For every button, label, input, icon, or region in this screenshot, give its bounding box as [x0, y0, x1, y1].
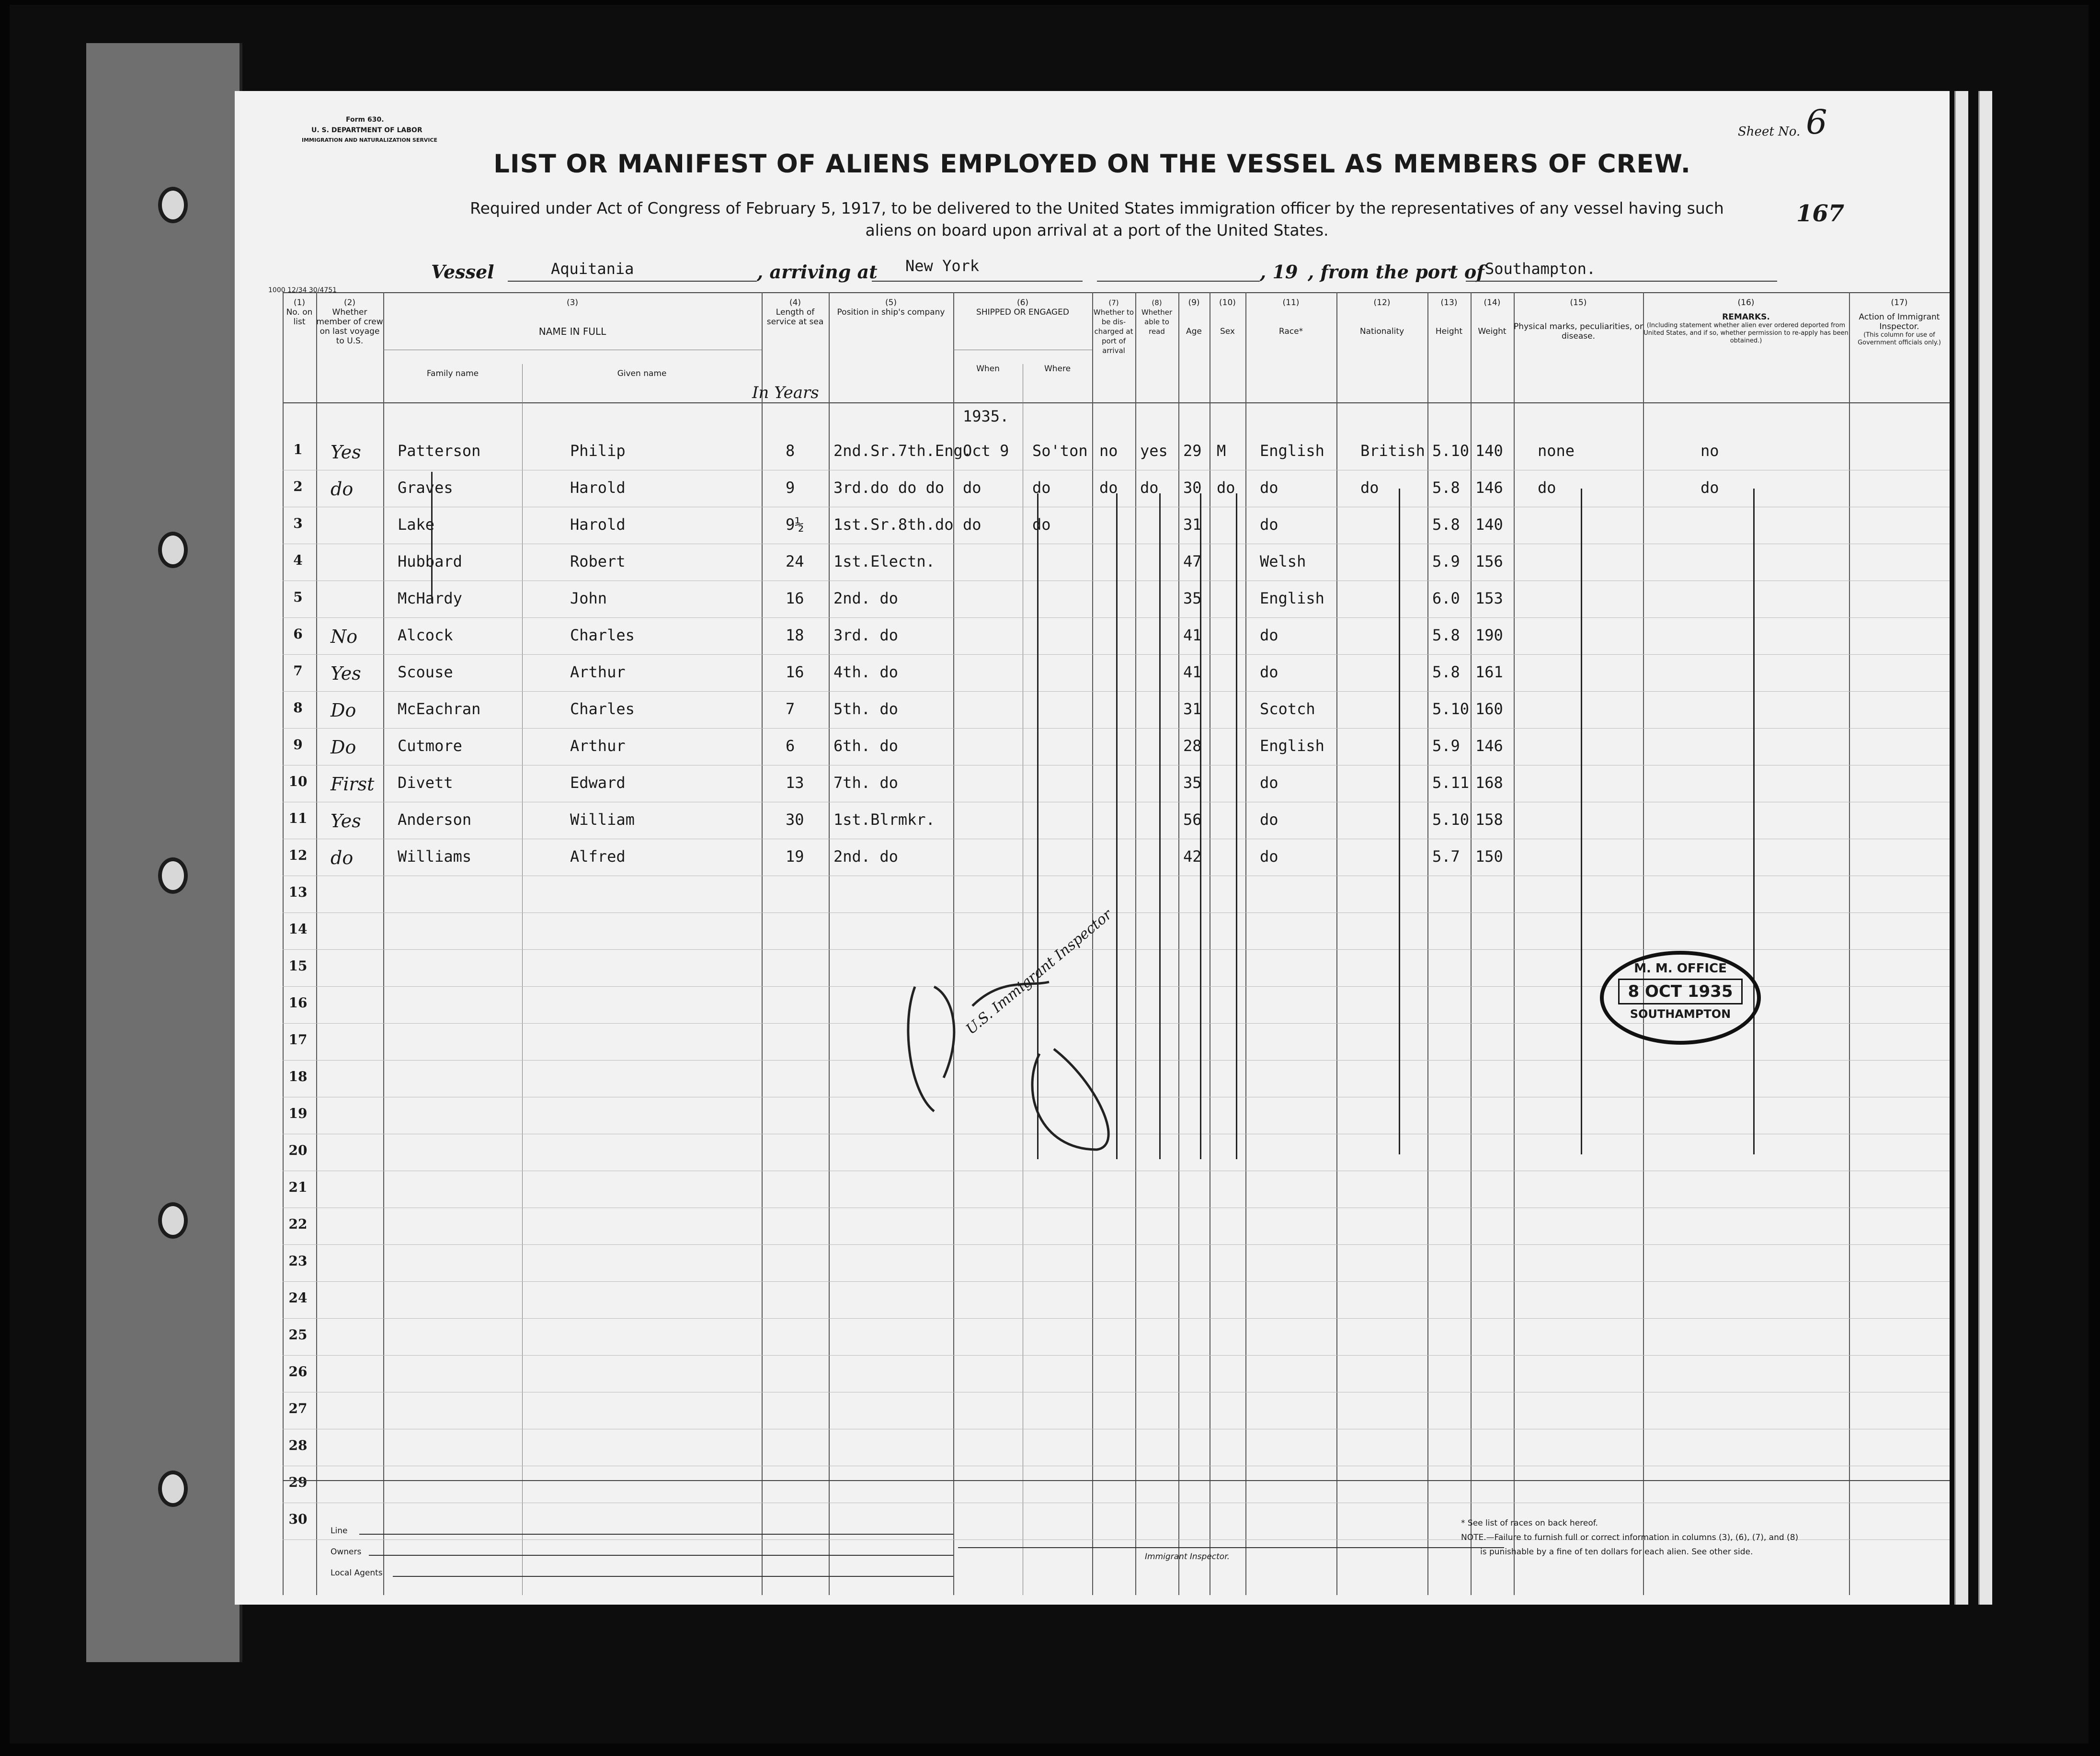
cell-prev: Yes — [331, 663, 361, 684]
col-header: Whether able to read — [1141, 308, 1173, 336]
year-label: , 19 — [1260, 261, 1298, 283]
col-header: Race* — [1278, 327, 1303, 336]
row-rule — [283, 1281, 1950, 1282]
binder-hole — [158, 532, 188, 568]
footer-note-1: * See list of races on back hereof. — [1461, 1518, 1598, 1528]
row-number: 22 — [288, 1216, 308, 1232]
col-header-num: (12) — [1373, 298, 1391, 308]
cell-prev: Do — [331, 737, 356, 758]
row-number: 13 — [288, 884, 308, 900]
cell-given: Charles — [570, 626, 635, 644]
col-header-num: (7) — [1108, 298, 1119, 307]
col-header-num: (13) — [1440, 298, 1458, 308]
cell-height: 5.8 — [1432, 479, 1460, 497]
cell-position: 2nd. do — [833, 847, 898, 866]
cell-prev: Yes — [331, 442, 361, 463]
col-header-num: (3) — [566, 298, 579, 308]
cell-position: 5th. do — [833, 700, 898, 718]
inspector-stamp-text: U.S. Immigrant Inspector — [963, 906, 1116, 1038]
cell-where: do — [1032, 479, 1051, 497]
cell-given: Harold — [570, 515, 626, 534]
row-rule — [283, 1318, 1950, 1319]
col-header: NAME IN FULL — [538, 326, 606, 337]
cell-service: 30 — [786, 810, 804, 829]
cell-position: 4th. do — [833, 663, 898, 681]
cell-remarks: do — [1701, 479, 1719, 497]
arriving-port: New York — [905, 257, 980, 275]
cell-weight: 146 — [1475, 737, 1503, 755]
cell-position: 1st.Electn. — [833, 552, 935, 570]
row-number: 11 — [288, 810, 308, 826]
cell-age: 29 — [1183, 442, 1202, 460]
cell-read: yes — [1140, 442, 1168, 460]
row-number: 6 — [293, 626, 303, 642]
when-header: When — [976, 364, 1000, 374]
col-header-num: (11) — [1282, 298, 1300, 308]
cell-sex: do — [1217, 479, 1235, 497]
office-stamp — [1600, 951, 1761, 1045]
cell-age: 31 — [1183, 700, 1202, 718]
corner-number: 167 — [1796, 200, 1845, 227]
cell-weight: 156 — [1475, 552, 1503, 570]
cell-age: 42 — [1183, 847, 1202, 866]
row-number: 19 — [288, 1106, 308, 1121]
row-number: 27 — [288, 1401, 308, 1416]
cell-weight: 153 — [1475, 589, 1503, 607]
row-number: 23 — [288, 1253, 308, 1269]
cell-race: do — [1260, 479, 1278, 497]
footer-owners-label: Owners — [331, 1547, 362, 1557]
cell-height: 5.10 — [1432, 442, 1470, 460]
cell-race: English — [1260, 589, 1324, 607]
page-edge-strip — [1954, 91, 1968, 1605]
col-header-num: (8) — [1152, 298, 1162, 307]
cell-position: 1st.Sr.8th.do — [833, 515, 954, 534]
cell-height: 5.8 — [1432, 663, 1460, 681]
col-header-num: (2) — [343, 298, 356, 308]
year-underline — [1097, 281, 1260, 282]
manifest-page — [235, 91, 1950, 1605]
row-number: 29 — [288, 1474, 308, 1490]
cell-age: 56 — [1183, 810, 1202, 829]
col-header-num: (5) — [885, 298, 897, 308]
cell-race: do — [1260, 515, 1278, 534]
col-header: No. on list — [286, 308, 313, 327]
col-header: Physical marks, peculiarities, or disease. — [1514, 322, 1643, 341]
cell-where: do — [1032, 515, 1051, 534]
cell-position: 6th. do — [833, 737, 898, 755]
print-code: 1000 12/34 30/4751 — [268, 286, 337, 294]
from-label: , from the port of — [1308, 261, 1484, 283]
cell-weight: 190 — [1475, 626, 1503, 644]
row-number: 2 — [293, 479, 303, 494]
sheet-number: 6 — [1806, 103, 1827, 142]
row-number: 1 — [293, 442, 303, 457]
cell-age: 28 — [1183, 737, 1202, 755]
row-number: 16 — [288, 995, 308, 1011]
subtitle-line-2: aliens on board upon arrival at a port of the United States. — [865, 221, 1329, 239]
col-header: Weight — [1478, 327, 1507, 336]
row-number: 9 — [293, 737, 303, 753]
vessel-name: Aquitania — [551, 260, 634, 278]
col-header-num: (17) — [1891, 298, 1908, 308]
cell-given: Arthur — [570, 737, 626, 755]
col-header: Nationality — [1359, 327, 1404, 336]
cell-family: Alcock — [398, 626, 453, 644]
cell-when: do — [963, 479, 982, 497]
cell-given: Charles — [570, 700, 635, 718]
cell-service: 16 — [786, 589, 804, 607]
cell-given: Harold — [570, 479, 626, 497]
cell-race: do — [1260, 626, 1278, 644]
cell-sex: M — [1217, 442, 1226, 460]
cell-given: Philip — [570, 442, 626, 460]
cell-nationality: British — [1360, 442, 1425, 460]
row-number: 8 — [293, 700, 303, 716]
cell-given: Edward — [570, 774, 626, 792]
cell-race: do — [1260, 847, 1278, 866]
col-header-num: (1) — [293, 298, 306, 308]
row-number: 30 — [288, 1511, 308, 1527]
arriving-underline — [872, 281, 1083, 282]
cell-family: Divett — [398, 774, 453, 792]
cell-race: Scotch — [1260, 700, 1315, 718]
cell-family: Hubbard — [398, 552, 462, 570]
col-header: Length of service at sea — [766, 308, 824, 327]
ditto-line — [1200, 493, 1201, 1159]
service: IMMIGRATION AND NATURALIZATION SERVICE — [302, 137, 438, 143]
footer-agents-label: Local Agents — [331, 1568, 383, 1578]
cell-prev: Yes — [331, 810, 361, 832]
cell-race: do — [1260, 663, 1278, 681]
year-entry: 1935. — [963, 407, 1009, 425]
cell-weight: 146 — [1475, 479, 1503, 497]
cell-race: do — [1260, 774, 1278, 792]
page-edge-strip — [1978, 91, 1992, 1605]
cell-family: Patterson — [398, 442, 481, 460]
arriving-label: , arriving at — [757, 261, 878, 283]
cell-position: 7th. do — [833, 774, 898, 792]
ditto-line — [1236, 493, 1237, 1159]
where-header: Where — [1044, 364, 1071, 374]
cell-race: Welsh — [1260, 552, 1306, 570]
cell-family: Anderson — [398, 810, 472, 829]
row-number: 12 — [288, 847, 308, 863]
from-port: Southampton. — [1485, 260, 1596, 278]
row-number: 20 — [288, 1142, 308, 1158]
cell-weight: 140 — [1475, 442, 1503, 460]
inspector-signature — [896, 968, 1164, 1169]
cell-age: 41 — [1183, 663, 1202, 681]
stamp-bottom: SOUTHAMPTON — [1630, 1007, 1731, 1021]
footer-agents-underline — [393, 1576, 953, 1577]
subtitle-line-1: Required under Act of Congress of February 5, 1917, to be delivered to the United States immigration officer by the representatives of any vessel having such — [470, 199, 1724, 217]
cell-where: So'ton — [1032, 442, 1088, 460]
subtitle — [426, 197, 1768, 241]
cell-service: 8 — [786, 442, 795, 460]
cell-height: 5.7 — [1432, 847, 1460, 866]
header-rule — [283, 402, 1950, 403]
col-header-num: (14) — [1484, 298, 1501, 308]
col-header: REMARKS. — [1722, 312, 1770, 322]
cell-given: Arthur — [570, 663, 626, 681]
vessel-label: Vessel — [431, 261, 494, 283]
cell-prev: Do — [331, 700, 356, 721]
col-header: Height — [1435, 327, 1463, 336]
footer-rule — [283, 1480, 1950, 1481]
cell-age: 41 — [1183, 626, 1202, 644]
cell-discharged: no — [1099, 442, 1118, 460]
col-header-num: (16) — [1737, 298, 1755, 308]
ditto-line — [431, 472, 433, 601]
cell-given: John — [570, 589, 607, 607]
col-header-num: (9) — [1188, 298, 1200, 308]
cell-age: 35 — [1183, 774, 1202, 792]
col-header: SHIPPED OR ENGAGED — [976, 308, 1069, 317]
cell-position: 1st.Blrmkr. — [833, 810, 935, 829]
col-header: Whether to be dis-charged at port of arrival — [1093, 308, 1134, 355]
cell-prev: No — [331, 626, 358, 647]
cell-nationality: do — [1360, 479, 1379, 497]
row-number: 15 — [288, 958, 308, 974]
cell-family: Graves — [398, 479, 453, 497]
col-header: Sex — [1220, 327, 1235, 336]
page-title: LIST OR MANIFEST OF ALIENS EMPLOYED ON THE VESSEL AS MEMBERS OF CREW. — [493, 149, 1691, 179]
footer-line-underline — [359, 1534, 953, 1535]
cell-weight: 140 — [1475, 515, 1503, 534]
cell-service: 13 — [786, 774, 804, 792]
row-number: 17 — [288, 1032, 308, 1048]
cell-position: 3rd.do do do — [833, 479, 945, 497]
cell-age: 30 — [1183, 479, 1202, 497]
cell-read: do — [1140, 479, 1159, 497]
col-header: Position in ship's company — [837, 308, 945, 317]
col-header-num: (4) — [789, 298, 801, 308]
cell-service: 6 — [786, 737, 795, 755]
row-number: 25 — [288, 1327, 308, 1343]
cell-weight: 161 — [1475, 663, 1503, 681]
row-number: 18 — [288, 1069, 308, 1084]
cell-height: 5.10 — [1432, 700, 1470, 718]
given-name-header: Given name — [617, 369, 667, 378]
family-name-header: Family name — [426, 369, 479, 378]
footer-owners-underline — [369, 1555, 953, 1556]
cell-prev: do — [331, 847, 354, 868]
cell-service: 9½ — [786, 515, 804, 534]
cell-weight: 160 — [1475, 700, 1503, 718]
cell-service: 19 — [786, 847, 804, 866]
cell-discharged: do — [1099, 479, 1118, 497]
binder-hole — [158, 1202, 188, 1239]
row-rule — [283, 1355, 1950, 1356]
footer-inspector-label: Immigrant Inspector. — [1145, 1552, 1230, 1562]
ditto-line — [1581, 489, 1582, 1154]
cell-prev: do — [331, 479, 354, 500]
sheet-label: Sheet No. — [1738, 125, 1801, 139]
cell-family: Williams — [398, 847, 472, 866]
remarks-note: (Including statement whether alien ever ordered deported from United States, and if so, whether permission to re-apply has been obtained.) — [1643, 322, 1849, 344]
vessel-underline — [508, 281, 757, 282]
cell-position: 3rd. do — [833, 626, 898, 644]
cell-marks: do — [1538, 479, 1556, 497]
binder-hole — [158, 1471, 188, 1507]
form-number: Form 630. — [346, 116, 384, 124]
cell-family: Scouse — [398, 663, 453, 681]
cell-family: Cutmore — [398, 737, 462, 755]
inspector-signature-line — [958, 1547, 1504, 1548]
cell-height: 5.8 — [1432, 515, 1460, 534]
cell-weight: 158 — [1475, 810, 1503, 829]
row-number: 10 — [288, 774, 308, 789]
col-header: Whether member of crew on last voyage to U.S. — [316, 308, 383, 346]
cell-height: 5.11 — [1432, 774, 1470, 792]
stamp-top: M. M. OFFICE — [1634, 961, 1727, 976]
footer-note-2: NOTE.—Failure to furnish full or correct information in columns (3), (6), (7), and (8) — [1461, 1533, 1799, 1542]
cell-height: 6.0 — [1432, 589, 1460, 607]
cell-position: 2nd.Sr.7th.Eng. — [833, 442, 972, 460]
cell-remarks: no — [1701, 442, 1719, 460]
cell-height: 5.9 — [1432, 737, 1460, 755]
cell-race: English — [1260, 737, 1324, 755]
crew-table — [283, 292, 1950, 1595]
from-underline — [1466, 281, 1777, 282]
cell-height: 5.8 — [1432, 626, 1460, 644]
col-header-num: (6) — [1016, 298, 1029, 308]
cell-given: Alfred — [570, 847, 626, 866]
cell-height: 5.9 — [1432, 552, 1460, 570]
cell-age: 35 — [1183, 589, 1202, 607]
row-number: 24 — [288, 1290, 308, 1306]
cell-age: 31 — [1183, 515, 1202, 534]
cell-marks: none — [1538, 442, 1575, 460]
binder-hole — [158, 857, 188, 894]
row-number: 4 — [293, 552, 303, 568]
cell-family: McEachran — [398, 700, 481, 718]
row-number: 7 — [293, 663, 303, 679]
row-number: 28 — [288, 1437, 308, 1453]
row-number: 3 — [293, 515, 303, 531]
cell-position: 2nd. do — [833, 589, 898, 607]
department: U. S. DEPARTMENT OF LABOR — [311, 126, 422, 134]
ditto-line — [1753, 489, 1755, 1154]
row-number: 21 — [288, 1179, 308, 1195]
cell-given: Robert — [570, 552, 626, 570]
row-number: 26 — [288, 1364, 308, 1380]
cell-height: 5.10 — [1432, 810, 1470, 829]
cell-race: do — [1260, 810, 1278, 829]
stamp-date: 8 OCT 1935 — [1618, 979, 1743, 1004]
cell-race: English — [1260, 442, 1324, 460]
row-number: 5 — [293, 589, 303, 605]
binder-edge — [86, 43, 242, 1662]
row-rule — [283, 1244, 1950, 1245]
col-header-num: (10) — [1219, 298, 1236, 308]
cell-family: Lake — [398, 515, 435, 534]
footer-line-label: Line — [331, 1526, 348, 1536]
inspector-note: (This column for use of Government officials only.) — [1858, 331, 1941, 346]
table-top-rule — [283, 292, 1950, 293]
cell-service: 16 — [786, 663, 804, 681]
cell-weight: 168 — [1475, 774, 1503, 792]
footer-note-3: is punishable by a fine of ten dollars for each alien. See other side. — [1480, 1547, 1753, 1557]
binder-hole — [158, 187, 188, 223]
col-header: Age — [1186, 327, 1202, 336]
cell-service: 24 — [786, 552, 804, 570]
cell-age: 47 — [1183, 552, 1202, 570]
cell-weight: 150 — [1475, 847, 1503, 866]
cell-service: 18 — [786, 626, 804, 644]
cell-when: do — [963, 515, 982, 534]
cell-family: McHardy — [398, 589, 462, 607]
cell-service: 7 — [786, 700, 795, 718]
cell-service: 9 — [786, 479, 795, 497]
col-header: Action of Immigrant Inspector. — [1859, 312, 1940, 331]
col-header-num: (15) — [1570, 298, 1587, 308]
cell-when: Oct 9 — [963, 442, 1009, 460]
cell-given: William — [570, 810, 635, 829]
in-years-note: In Years — [752, 383, 819, 402]
ditto-line — [1399, 489, 1400, 1154]
cell-prev: First — [331, 774, 375, 795]
row-number: 14 — [288, 921, 308, 937]
